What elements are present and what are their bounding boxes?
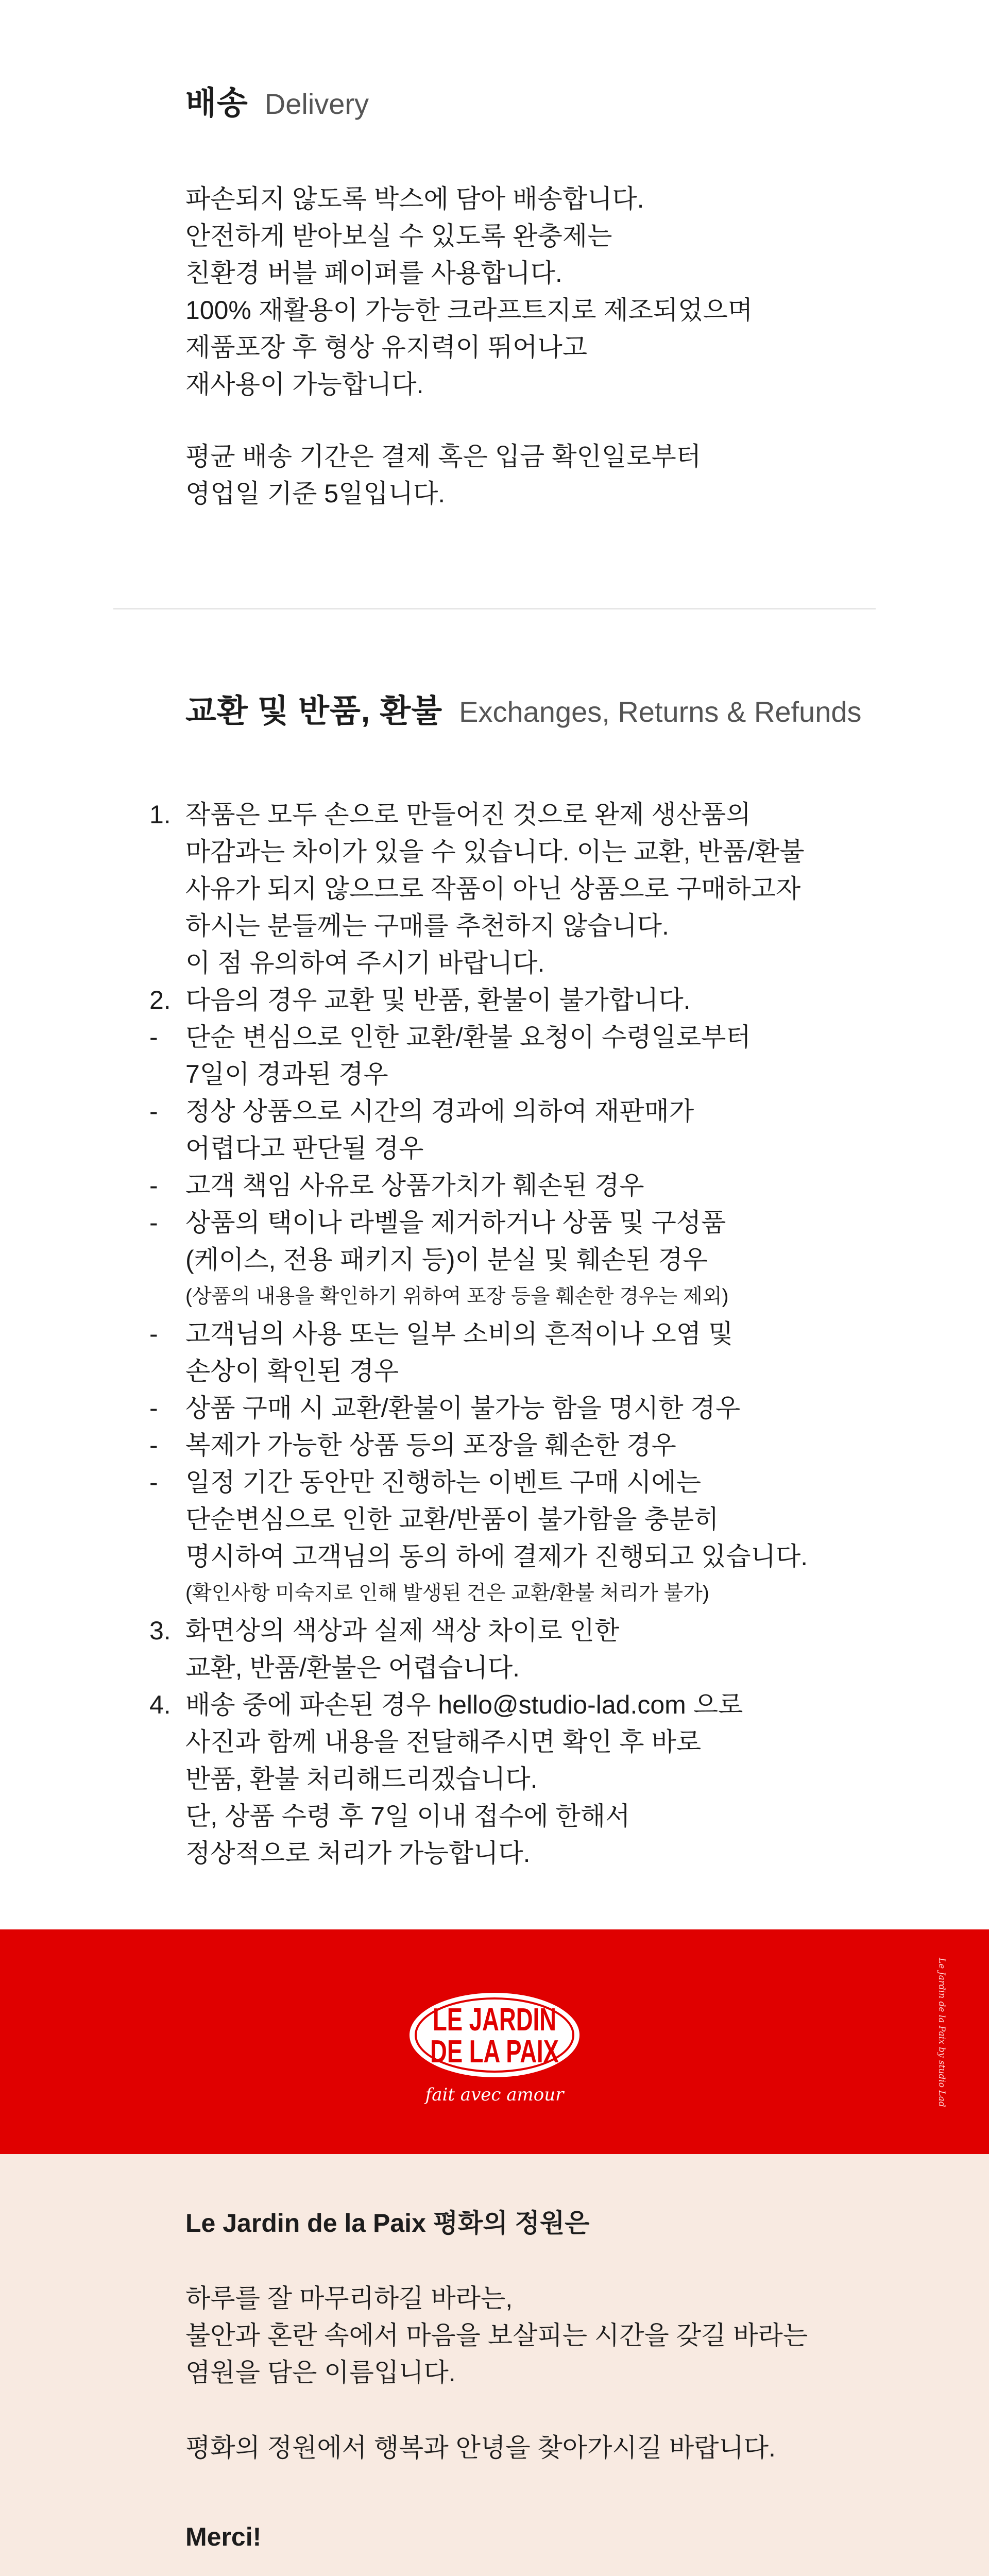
- policy-text: 단순 변심으로 인한 교환/환불 요청이 수령일로부터: [185, 1023, 751, 1052]
- policy-marker: -: [149, 1171, 158, 1200]
- policy-line: [149, 1575, 922, 1612]
- policy-line: [149, 1204, 922, 1241]
- policy-text: 단, 상품 수령 후 7일 이내 접수에 한해서: [185, 1802, 630, 1831]
- policy-marker: [149, 907, 185, 944]
- policy-marker: [149, 1056, 185, 1093]
- policy-marker: 3.: [149, 1616, 171, 1645]
- policy-marker: [149, 1575, 185, 1612]
- policy-line: [149, 1686, 922, 1723]
- policy-text: 상품의 택이나 라벨을 제거하거나 상품 및 구성품: [185, 1208, 726, 1237]
- logo-line2: DE LA PAIX: [430, 2034, 559, 2070]
- policy-text: 어렵다고 판단될 경우: [185, 1134, 424, 1163]
- policy-line: [149, 1056, 922, 1093]
- policy-marker: -: [149, 1319, 158, 1348]
- policy-line: [149, 1427, 922, 1464]
- logo-tagline: fait avec amour: [425, 2084, 564, 2105]
- delivery-paragraph-packaging: 파손되지 않도록 박스에 담아 배송합니다. 안전하게 받아보실 수 있도록 완충제는 친환경 버블 페이퍼를 사용합니다. 100% 재활용이 가능한 크라프트지로 제조되었으며 제품포장 후 형상 유지력이 뛰어나고 재사용이 가능합니다.: [185, 184, 753, 399]
- policy-marker: [149, 944, 185, 981]
- policy-text: 작품은 모두 손으로 만들어진 것으로 완제 생산품의: [185, 800, 751, 829]
- policy-marker: [149, 1760, 185, 1798]
- policy-marker: [149, 1723, 185, 1760]
- policy-text: 마감과는 차이가 있을 수 있습니다. 이는 교환, 반품/환불: [185, 837, 805, 866]
- policy-text: 단순변심으로 인한 교환/반품이 불가함을 충분히: [185, 1505, 719, 1534]
- policy-marker: [149, 1835, 185, 1872]
- policy-text: (상품의 내용을 확인하기 위하여 포장 등을 훼손한 경우는 제외): [185, 1285, 729, 1308]
- policy-line: [149, 1167, 922, 1204]
- delivery-paragraph-period: 평균 배송 기간은 결제 혹은 입금 확인일로부터 영업일 기준 5일입니다.: [185, 442, 702, 508]
- policy-text: 하시는 분들께는 구매를 추천하지 않습니다.: [185, 911, 669, 940]
- policy-marker: -: [149, 1023, 158, 1052]
- policy-marker: [149, 1130, 185, 1167]
- policy-line: [149, 1278, 922, 1315]
- policy-line: [149, 833, 922, 870]
- policy-text: 손상이 확인된 경우: [185, 1357, 399, 1385]
- policy-text: (확인사항 미숙지로 인해 발생된 건은 교환/환불 처리가 불가): [185, 1582, 709, 1604]
- policy-marker: -: [149, 1394, 158, 1422]
- policy-line: [149, 1093, 922, 1130]
- logo-line1: LE JARDIN: [433, 2002, 556, 2038]
- policy-marker: [149, 1501, 185, 1538]
- policy-text: 이 점 유의하여 주시기 바랍니다.: [185, 948, 545, 977]
- policy-marker: [149, 1538, 185, 1575]
- policy-text: 복제가 가능한 상품 등의 포장을 훼손한 경우: [185, 1431, 676, 1460]
- policy-marker: [149, 1649, 185, 1686]
- policy-line: [149, 1760, 922, 1798]
- policy-marker: -: [149, 1208, 158, 1237]
- policy-line: [149, 1612, 922, 1649]
- vertical-brand-credit: Le Jardin de la Paix by studio Lad: [936, 1958, 947, 2107]
- policy-marker: [149, 1352, 185, 1389]
- delivery-title-ko: 배송: [185, 86, 248, 121]
- policy-text: (케이스, 전용 패키지 등)이 분실 및 훼손된 경우: [185, 1245, 708, 1274]
- policy-line: [149, 1241, 922, 1278]
- about-title: Le Jardin de la Paix 평화의 정원은: [185, 2209, 590, 2238]
- policy-marker: 2.: [149, 986, 171, 1014]
- exchange-title-ko: 교환 및 반품, 환불: [185, 693, 443, 729]
- about-wish: 평화의 정원에서 행복과 안녕을 찾아가시길 바랍니다.: [185, 2433, 776, 2462]
- policy-marker: 1.: [149, 800, 171, 829]
- policy-line: [149, 944, 922, 981]
- policy-marker: 4.: [149, 1690, 171, 1719]
- policy-line: [149, 1798, 922, 1835]
- policy-line: [149, 1315, 922, 1352]
- policy-marker: [149, 1278, 185, 1315]
- policy-text: 7일이 경과된 경우: [185, 1060, 388, 1089]
- policy-line: [149, 907, 922, 944]
- delivery-heading: [185, 77, 369, 123]
- policy-line: [149, 1649, 922, 1686]
- policy-text: 정상적으로 처리가 가능합니다.: [185, 1839, 531, 1868]
- policy-text: 고객 책임 사유로 상품가치가 훼손된 경우: [185, 1171, 644, 1200]
- policy-line: [149, 870, 922, 907]
- policy-line: [149, 981, 922, 1019]
- policy-text: 사유가 되지 않으므로 작품이 아닌 상품으로 구매하고자: [185, 874, 801, 903]
- policy-text: 일정 기간 동안만 진행하는 이벤트 구매 시에는: [185, 1468, 702, 1497]
- policy-text: 고객님의 사용 또는 일부 소비의 흔적이나 오염 및: [185, 1319, 734, 1348]
- policy-text: 화면상의 색상과 실제 색상 차이로 인한: [185, 1616, 620, 1645]
- policy-marker: [149, 1798, 185, 1835]
- policy-text: 반품, 환불 처리해드리겠습니다.: [185, 1765, 538, 1793]
- exchange-heading: [185, 685, 861, 731]
- policy-text: 교환, 반품/환불은 어렵습니다.: [185, 1653, 520, 1682]
- brand-logo: [402, 1986, 587, 2110]
- policy-line: [149, 1464, 922, 1501]
- delivery-title-en: Delivery: [264, 88, 369, 120]
- policy-line: [149, 796, 922, 833]
- policy-line: [149, 1389, 922, 1427]
- policy-line: [149, 1835, 922, 1872]
- policy-marker: [149, 1241, 185, 1278]
- policy-line: [149, 1723, 922, 1760]
- policy-line: [149, 1538, 922, 1575]
- policy-text: 정상 상품으로 시간의 경과에 의하여 재판매가: [185, 1097, 694, 1126]
- policy-marker: [149, 833, 185, 870]
- about-signoff: Merci!: [185, 2522, 262, 2551]
- policy-marker: -: [149, 1431, 158, 1460]
- policy-line: [149, 1501, 922, 1538]
- about-paragraph: 하루를 잘 마무리하길 바라는, 불안과 혼란 속에서 마음을 보살피는 시간을 갖길 바라는 염원을 담은 이름입니다.: [185, 2284, 808, 2387]
- policy-text: 배송 중에 파손된 경우 hello@studio-lad.com 으로: [185, 1690, 743, 1719]
- exchange-policy-list: [149, 796, 922, 1872]
- policy-line: [149, 1352, 922, 1389]
- section-divider: [113, 608, 876, 609]
- policy-marker: -: [149, 1468, 158, 1497]
- exchange-title-en: Exchanges, Returns & Refunds: [459, 696, 862, 728]
- policy-line: [149, 1130, 922, 1167]
- policy-marker: [149, 870, 185, 907]
- policy-text: 다음의 경우 교환 및 반품, 환불이 불가합니다.: [185, 986, 691, 1014]
- policy-text: 사진과 함께 내용을 전달해주시면 확인 후 바로: [185, 1727, 702, 1756]
- policy-text: 상품 구매 시 교환/환불이 불가능 함을 명시한 경우: [185, 1394, 741, 1422]
- policy-text: 명시하여 고객님의 동의 하에 결제가 진행되고 있습니다.: [185, 1542, 808, 1571]
- policy-marker: -: [149, 1097, 158, 1126]
- policy-line: [149, 1019, 922, 1056]
